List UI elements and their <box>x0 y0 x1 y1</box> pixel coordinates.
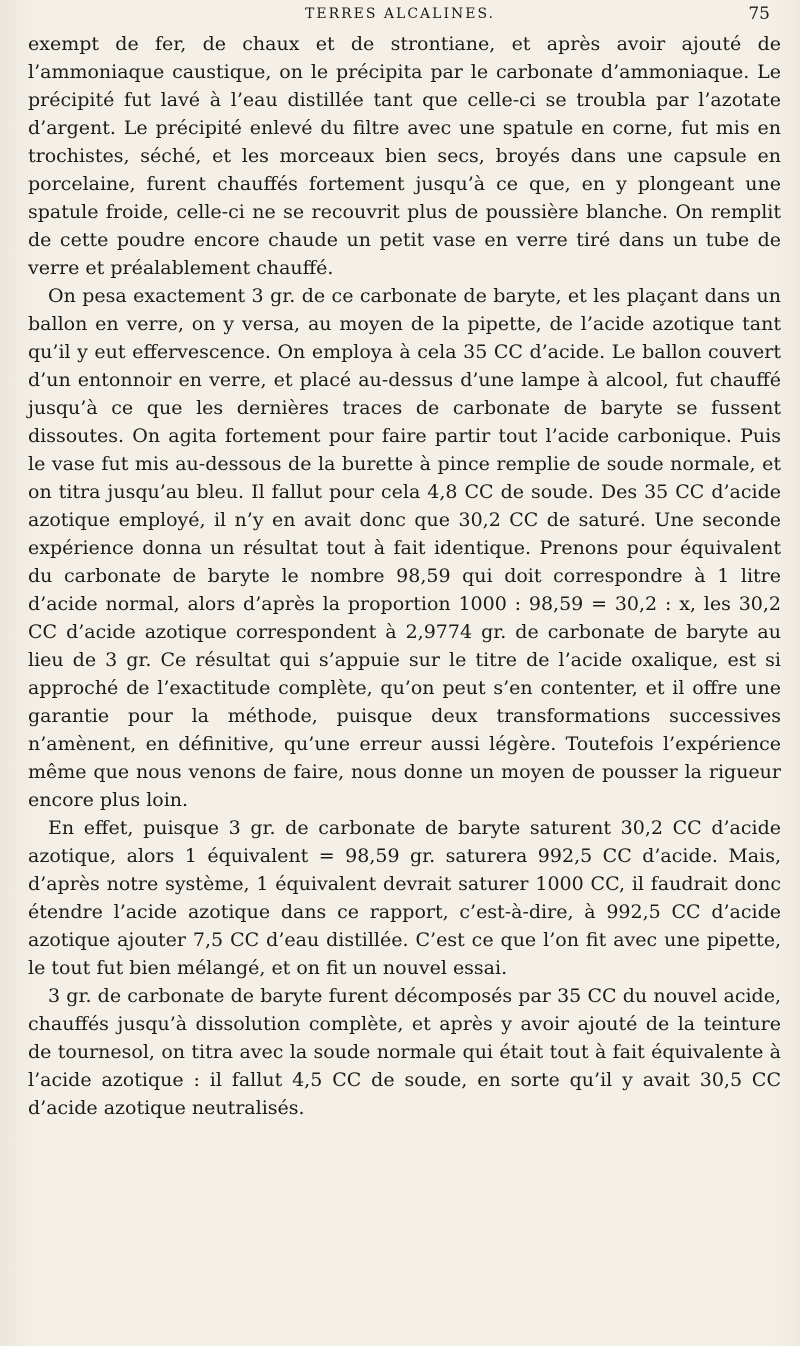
running-title: TERRES ALCALINES. <box>305 6 495 22</box>
paragraph-continuation: exempt de fer, de chaux et de strontiane, et après avoir ajouté de l’ammoniaque caustique, on le précipita par le carbonate d’ammoniaque. Le précipité fut lavé à l’eau distillée tant que celle-ci se troubla par l’azotate d’argent. Le précipité enlevé du filtre avec une spatule en corne, fut mis en trochistes, séché, et les morceaux bien secs, broyés dans une capsule en porcelaine, furent chauffés fortement jusqu’à ce que, en y plongeant une spatule froide, celle-ci ne se recouvrit plus de poussière blanche. On remplit de cette poudre encore chaude un petit vase en verre tiré dans un tube de verre et préalablement chauffé. <box>28 33 781 279</box>
running-head <box>0 4 800 26</box>
body-text <box>28 30 781 1122</box>
paragraph-correction: En effet, puisque 3 gr. de carbonate de baryte saturent 30,2 CC d’acide azotique, alors 1 équivalent = 98,59 gr. saturera 992,5 CC d’acide. Mais, d’après notre système, 1 équivalent devrait saturer 1000 CC, il faudrait donc étendre l’acide azotique dans ce rapport, c’est-à-dire, à 992,5 CC d’acide azotique ajouter 7,5 CC d’eau distillée. C’est ce que l’on fit avec une pipette, le tout fut bien mélangé, et on fit un nouvel essai. <box>28 817 781 979</box>
paragraph-new-trial: 3 gr. de carbonate de baryte furent décomposés par 35 CC du nouvel acide, chauffés jusqu’à dissolution complète, et après y avoir ajouté de la teinture de tournesol, on titra avec la soude normale qui était tout à fait équivalente à l’acide azotique : il fallut 4,5 CC de soude, en sorte qu’il y avait 30,5 CC d’acide azotique neutralisés. <box>28 985 781 1119</box>
paragraph-carbonate-experiment: On pesa exactement 3 gr. de ce carbonate de baryte, et les plaçant dans un ballon en verre, on y versa, au moyen de la pipette, de l’acide azotique tant qu’il y eut effervescence. On employa à cela 35 CC d’acide. Le ballon couvert d’un entonnoir en verre, et placé au-dessus d’une lampe à alcool, fut chauffé jusqu’à ce que les dernières traces de carbonate de baryte se fussent dissoutes. On agita fortement pour faire partir tout l’acide carbonique. Puis le vase fut mis au-dessous de la burette à pince remplie de soude normale, et on titra jusqu’au bleu. Il fallut pour cela 4,8 CC de soude. Des 35 CC d’acide azotique employé, il n’y en avait donc que 30,2 CC de saturé. Une seconde expérience donna un résultat tout à fait identique. Prenons pour équivalent du carbonate de baryte le nombre 98,59 qui doit correspondre à 1 litre d’acide normal, alors d’après la proportion 1000 : 98,59 = 30,2 : x, les 30,2 CC d’acide azotique correspondent à 2,9774 gr. de carbonate de baryte au lieu de 3 gr. Ce résultat qui s’appuie sur le titre de l’acide oxalique, est si approché de l’exactitude complète, qu’on peut s’en contenter, et il offre une garantie pour la méthode, puisque deux transformations successives n’amènent, en définitive, qu’une erreur aussi légère. Toutefois l’expérience même que nous venons de faire, nous donne un moyen de pousser la rigueur encore plus loin. <box>28 285 781 811</box>
page-number: 75 <box>748 4 770 24</box>
